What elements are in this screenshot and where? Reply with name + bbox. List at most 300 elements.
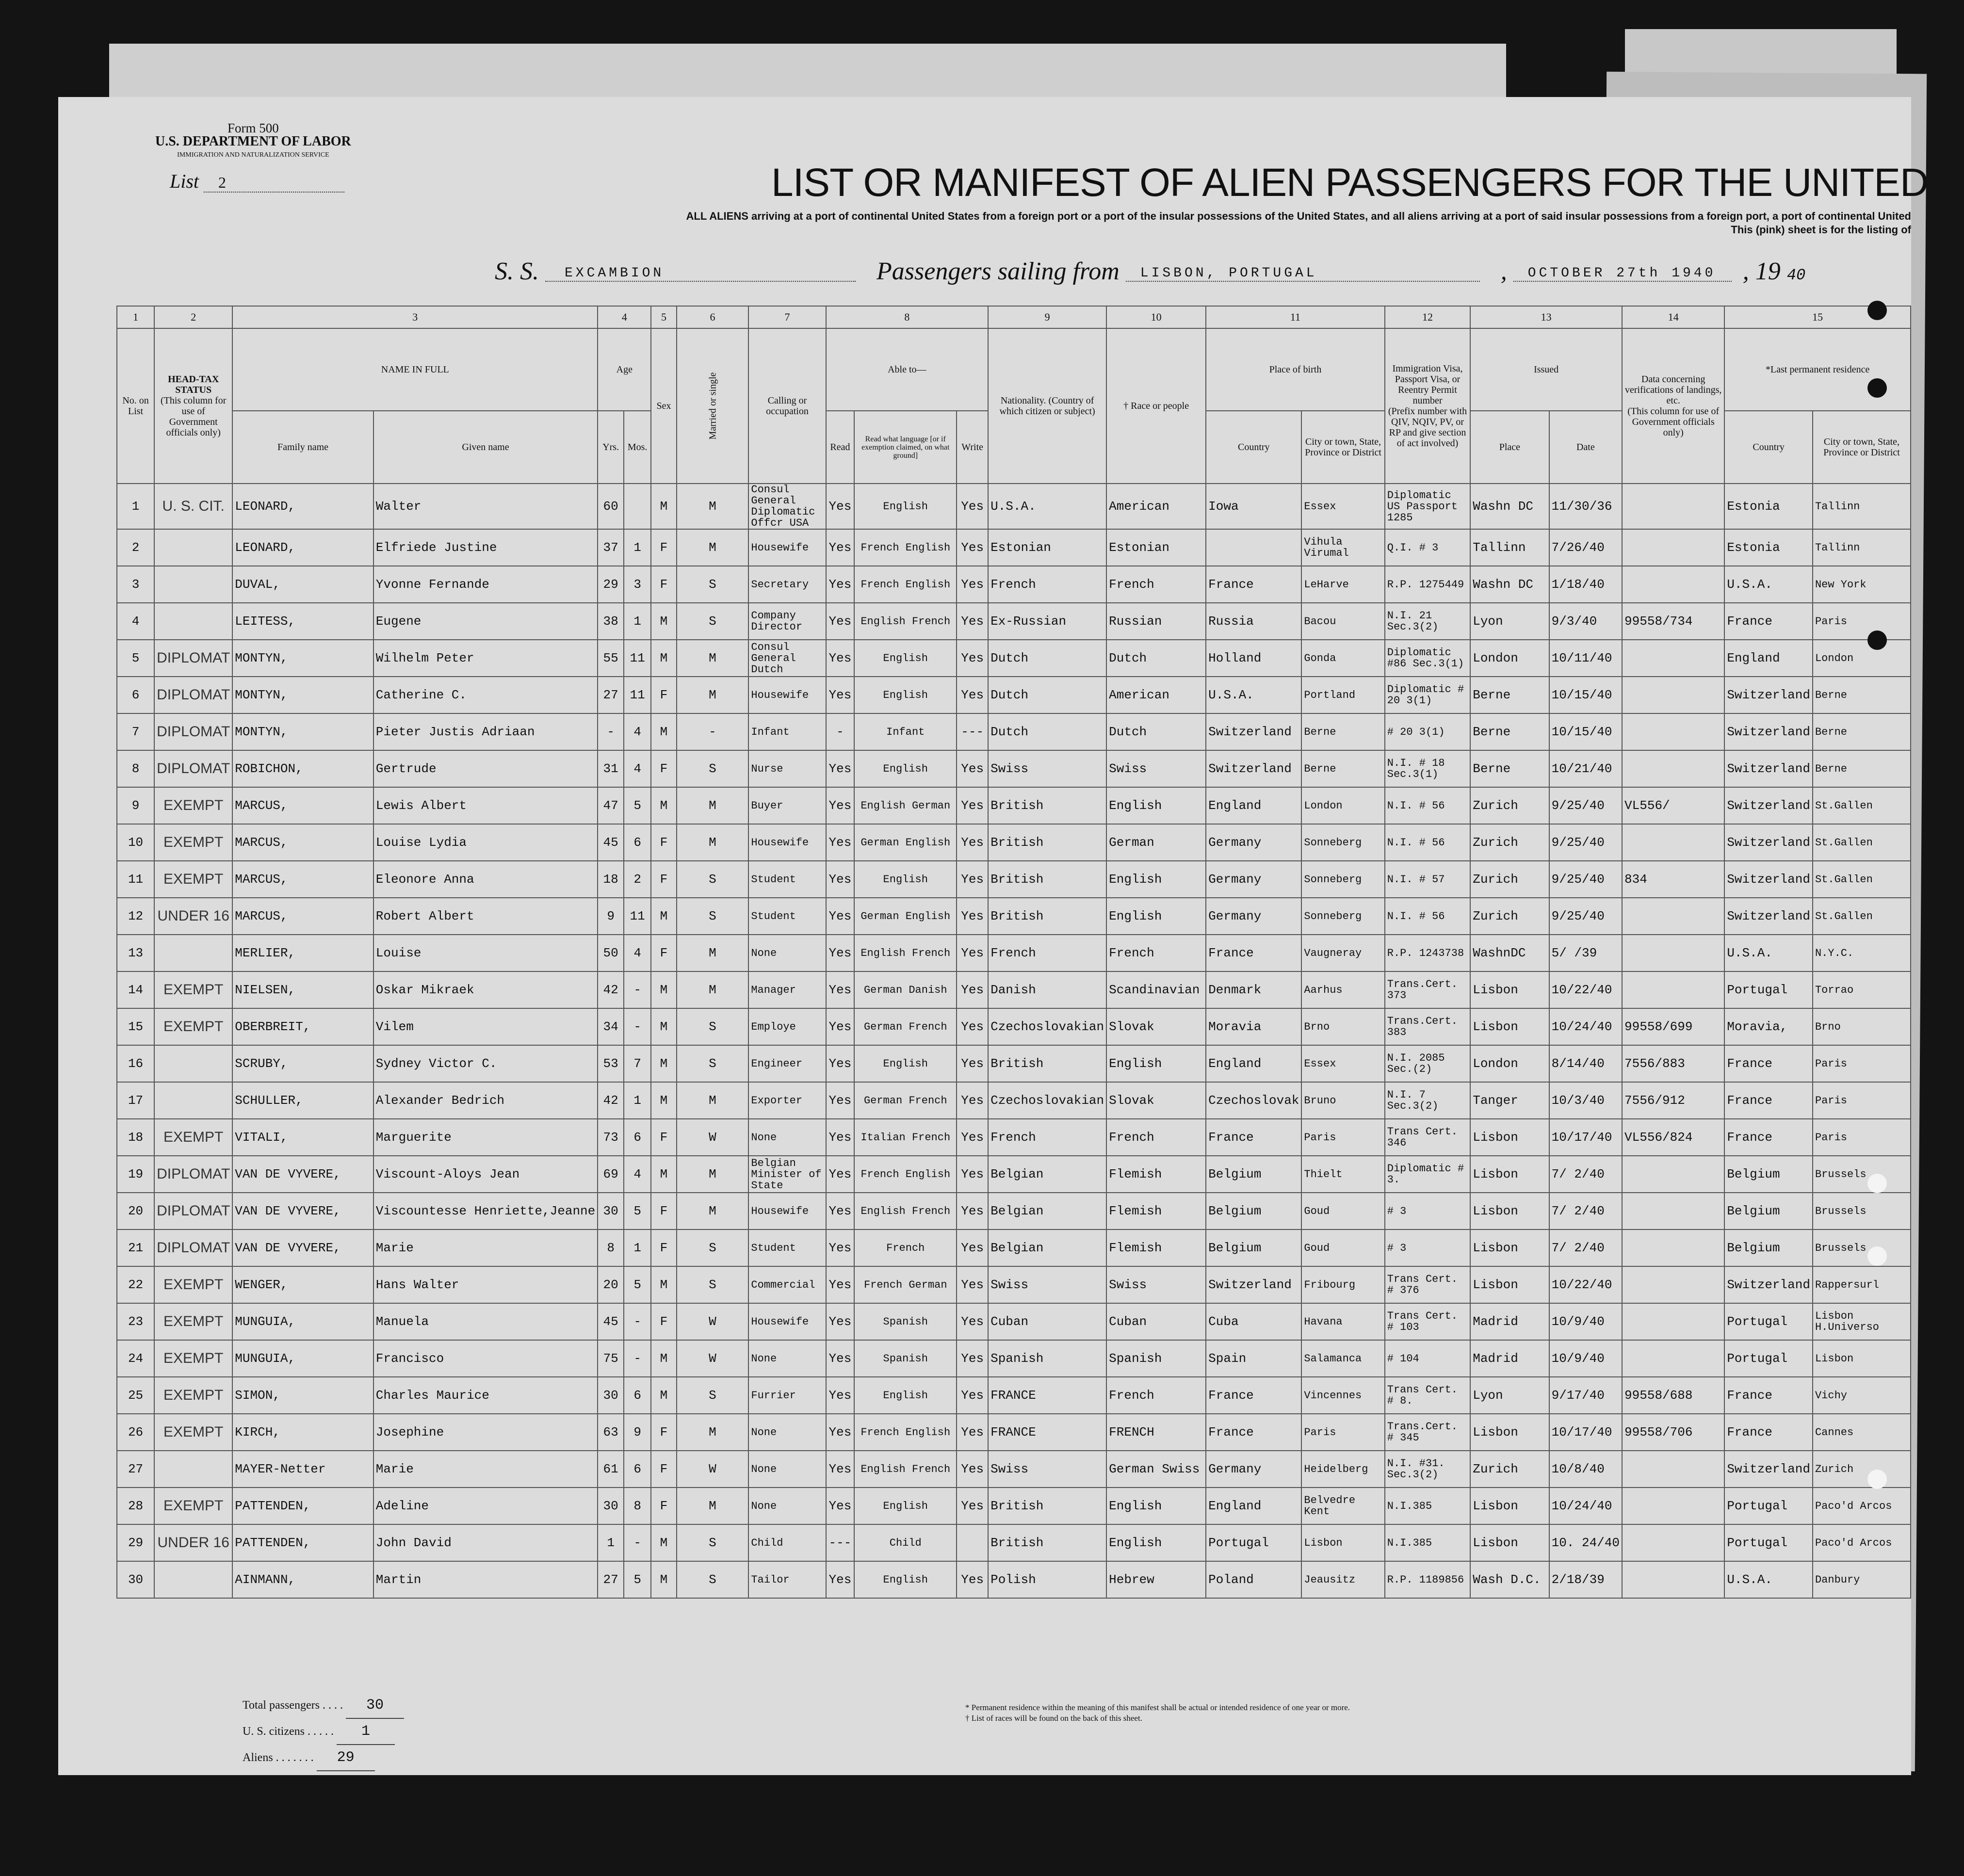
nationality: Ex-Russian [988,603,1106,640]
head-tax-status [154,1561,232,1598]
can-read: Yes [826,824,855,861]
read-language: Italian French [854,1119,957,1156]
issue-date: 10/24/40 [1549,1008,1622,1045]
age-years: 69 [598,1156,624,1193]
given-name: Lewis Albert [373,787,598,824]
row-number: 19 [117,1156,154,1193]
row-number: 6 [117,677,154,713]
read-language: German French [854,1082,957,1119]
visa-number: Trans Cert. # 103 [1385,1303,1470,1340]
head-tax-status: UNDER 16 [154,898,232,935]
issue-date: 5/ /39 [1549,935,1622,971]
family-name: VAN DE VYVERE, [232,1156,373,1193]
head-tax-status: DIPLOMAT [154,1229,232,1266]
total-passengers-label: Total passengers [243,1699,320,1712]
birth-city: Sonneberg [1301,861,1384,898]
issue-date: 10/11/40 [1549,640,1622,677]
occupation: Student [748,1229,826,1266]
nationality: Danish [988,971,1106,1008]
issue-date: 10/3/40 [1549,1082,1622,1119]
can-read: --- [826,1524,855,1561]
visa-number: N.I. # 56 [1385,787,1470,824]
age-years: 29 [598,566,624,603]
can-write: Yes [957,971,988,1008]
given-name: Yvonne Fernande [373,566,598,603]
issue-date: 9/17/40 [1549,1377,1622,1414]
residence-city: Lisbon [1813,1340,1911,1377]
read-language: English [854,1045,957,1082]
issue-date: 9/25/40 [1549,824,1622,861]
can-write: Yes [957,640,988,677]
issue-place: London [1470,1045,1549,1082]
marital-status: M [677,1156,749,1193]
manifest-table-wrap [116,306,1911,1599]
occupation: None [748,1414,826,1451]
family-name: PATTENDEN, [232,1524,373,1561]
residence-country: Estonia [1724,484,1813,529]
race: French [1106,1377,1206,1414]
sex: M [651,1082,676,1119]
sex: F [651,824,676,861]
row-number: 9 [117,787,154,824]
binder-hole [1867,1246,1887,1266]
read-language: French German [854,1266,957,1303]
visa-number: N.I. # 56 [1385,898,1470,935]
issue-date: 8/14/40 [1549,1045,1622,1082]
table-row [117,640,1911,677]
verification [1622,971,1724,1008]
marital-status: - [677,713,749,750]
age-months [624,484,651,529]
birth-city: Gonda [1301,640,1384,677]
occupation: Student [748,898,826,935]
birth-country: Spain [1206,1340,1301,1377]
birth-city: Brno [1301,1008,1384,1045]
issue-date: 10/22/40 [1549,1266,1622,1303]
birth-city: Thielt [1301,1156,1384,1193]
marital-status: S [677,1045,749,1082]
sex: F [651,1488,676,1524]
age-months: 8 [624,1488,651,1524]
birth-city: Heidelberg [1301,1451,1384,1488]
age-years: 31 [598,750,624,787]
row-number: 21 [117,1229,154,1266]
given-name: Viscountesse Henriette,Jeanne [373,1193,598,1229]
visa-number: # 104 [1385,1340,1470,1377]
issue-place: Lisbon [1470,1156,1549,1193]
head-tax-status [154,1045,232,1082]
given-name: Manuela [373,1303,598,1340]
can-read: Yes [826,529,855,566]
residence-country: France [1724,1045,1813,1082]
head-tax-status: EXEMPT [154,824,232,861]
given-name: Alexander Bedrich [373,1082,598,1119]
sex: M [651,484,676,529]
occupation: Secretary [748,566,826,603]
race: Slovak [1106,1008,1206,1045]
occupation: Consul General Diplomatic Offcr USA [748,484,826,529]
aliens-value: 29 [317,1745,375,1771]
head-tax-status: EXEMPT [154,1340,232,1377]
can-write: Yes [957,935,988,971]
ship-name: EXCAMBION [545,266,856,282]
can-read: Yes [826,1377,855,1414]
read-language: English French [854,935,957,971]
head-tax-status: DIPLOMAT [154,677,232,713]
residence-country: Portugal [1724,1488,1813,1524]
residence-city: Lisbon H.Universo [1813,1303,1911,1340]
header-verification [1622,328,1724,484]
sex: F [651,566,676,603]
birth-country: Czechoslovak [1206,1082,1301,1119]
row-number: 5 [117,640,154,677]
verification [1622,898,1724,935]
colnum: 12 [1385,306,1470,328]
birth-country: Germany [1206,898,1301,935]
can-read: Yes [826,677,855,713]
marital-status: M [677,1193,749,1229]
nationality: Estonian [988,529,1106,566]
sex: F [651,1303,676,1340]
table-row [117,1156,1911,1193]
can-read: Yes [826,1229,855,1266]
family-name: NIELSEN, [232,971,373,1008]
can-write: Yes [957,1488,988,1524]
family-name: SIMON, [232,1377,373,1414]
header-name-in-full: NAME IN FULL [232,328,598,411]
head-tax-status: EXEMPT [154,971,232,1008]
birth-city: Vincennes [1301,1377,1384,1414]
visa-number: Trans Cert. 346 [1385,1119,1470,1156]
binder-hole [1867,1470,1887,1489]
nationality: British [988,1045,1106,1082]
residence-country: France [1724,1414,1813,1451]
occupation: Furrier [748,1377,826,1414]
verification: 99558/699 [1622,1008,1724,1045]
family-name: DUVAL, [232,566,373,603]
header-issued: Issued [1470,328,1622,411]
residence-city: Paco'd Arcos [1813,1524,1911,1561]
nationality: Dutch [988,640,1106,677]
given-name: Francisco [373,1340,598,1377]
residence-city: Berne [1813,677,1911,713]
birth-country: Denmark [1206,971,1301,1008]
read-language: English [854,1377,957,1414]
given-name: Marie [373,1229,598,1266]
footnote-residence: * Permanent residence within the meaning of this manifest shall be actual or intended residence of one year or more. [965,1703,1350,1712]
birth-country: Portugal [1206,1524,1301,1561]
visa-number: Trans.Cert. 383 [1385,1008,1470,1045]
sex: F [651,1229,676,1266]
birth-country: Poland [1206,1561,1301,1598]
occupation: Housewife [748,529,826,566]
marital-status: W [677,1119,749,1156]
nationality: British [988,1488,1106,1524]
head-tax-status: EXEMPT [154,787,232,824]
sex: F [651,1414,676,1451]
family-name: AINMANN, [232,1561,373,1598]
residence-country: Belgium [1724,1156,1813,1193]
visa-number: N.I. # 18 Sec.3(1) [1385,750,1470,787]
row-number: 12 [117,898,154,935]
read-language: French English [854,529,957,566]
issue-place: Tallinn [1470,529,1549,566]
header-married [677,328,749,484]
issue-date: 11/30/36 [1549,484,1622,529]
row-number: 10 [117,824,154,861]
occupation: Commercial [748,1266,826,1303]
table-row [117,861,1911,898]
issue-date: 10/24/40 [1549,1488,1622,1524]
issue-date: 10/15/40 [1549,713,1622,750]
verification [1622,1451,1724,1488]
header-head-tax [154,328,232,484]
marital-status: M [677,1488,749,1524]
residence-country: U.S.A. [1724,566,1813,603]
age-years: 50 [598,935,624,971]
header-issue-date: Date [1549,411,1622,484]
family-name: MERLIER, [232,935,373,971]
table-row [117,1451,1911,1488]
issue-place: Berne [1470,713,1549,750]
age-years: 73 [598,1119,624,1156]
verification: 99558/706 [1622,1414,1724,1451]
head-tax-status: U. S. CIT. [154,484,232,529]
can-read: Yes [826,750,855,787]
visa-number: Diplomatic # 20 3(1) [1385,677,1470,713]
residence-country: Estonia [1724,529,1813,566]
marital-status: W [677,1303,749,1340]
verification [1622,566,1724,603]
race: French [1106,935,1206,971]
can-read: Yes [826,1156,855,1193]
residence-city: St.Gallen [1813,898,1911,935]
read-language: Spanish [854,1303,957,1340]
header-nationality: Nationality. (Country of which citizen or subject) [988,328,1106,484]
us-citizens-value: 1 [337,1719,395,1745]
age-years: 55 [598,640,624,677]
read-language: English [854,484,957,529]
residence-country: Belgium [1724,1193,1813,1229]
issue-date: 7/26/40 [1549,529,1622,566]
can-write: Yes [957,1082,988,1119]
verification [1622,935,1724,971]
residence-city: Brussels [1813,1156,1911,1193]
family-name: VAN DE VYVERE, [232,1229,373,1266]
can-read: Yes [826,1303,855,1340]
occupation: Engineer [748,1045,826,1082]
table-row [117,603,1911,640]
read-language: French English [854,1414,957,1451]
colnum: 9 [988,306,1106,328]
age-months: 2 [624,861,651,898]
issue-place: Lisbon [1470,1008,1549,1045]
issue-place: Zurich [1470,861,1549,898]
nationality: French [988,1119,1106,1156]
family-name: MUNGUIA, [232,1303,373,1340]
table-row [117,1266,1911,1303]
visa-number: Diplomatic US Passport 1285 [1385,484,1470,529]
given-name: Viscount-Aloys Jean [373,1156,598,1193]
birth-country: Germany [1206,824,1301,861]
occupation: None [748,1451,826,1488]
footnotes [965,1702,1350,1724]
table-row [117,750,1911,787]
age-months: - [624,1008,651,1045]
issue-place: Zurich [1470,898,1549,935]
birth-city: Paris [1301,1414,1384,1451]
race: Scandinavian [1106,971,1206,1008]
header-yrs: Yrs. [598,411,624,484]
verification: 834 [1622,861,1724,898]
given-name: Sydney Victor C. [373,1045,598,1082]
birth-country: France [1206,1119,1301,1156]
row-number: 25 [117,1377,154,1414]
race: French [1106,1119,1206,1156]
read-language: French English [854,1156,957,1193]
can-read: Yes [826,566,855,603]
can-write: Yes [957,1377,988,1414]
age-months: 5 [624,1193,651,1229]
family-name: MONTYN, [232,677,373,713]
head-tax-status: DIPLOMAT [154,640,232,677]
race: Spanish [1106,1340,1206,1377]
verification [1622,1156,1724,1193]
birth-country: Belgium [1206,1193,1301,1229]
verif-title: Data concerning verifications of landings, etc. [1624,374,1722,406]
nationality: Czechoslovakian [988,1082,1106,1119]
age-years: 53 [598,1045,624,1082]
verification [1622,484,1724,529]
header-birth-city: City or town, State, Province or District [1301,411,1384,484]
given-name: Marie [373,1451,598,1488]
head-tax-status: EXEMPT [154,1266,232,1303]
issue-place: Lisbon [1470,1414,1549,1451]
can-read: Yes [826,1119,855,1156]
birth-country: Germany [1206,1451,1301,1488]
issue-date: 9/3/40 [1549,603,1622,640]
row-number: 28 [117,1488,154,1524]
head-tax-status [154,566,232,603]
birth-country: Russia [1206,603,1301,640]
given-name: Louise Lydia [373,824,598,861]
colnum: 1 [117,306,154,328]
nationality: Cuban [988,1303,1106,1340]
residence-city: N.Y.C. [1813,935,1911,971]
birth-country: France [1206,1414,1301,1451]
issue-date: 9/25/40 [1549,787,1622,824]
can-write: Yes [957,824,988,861]
sailing-date: OCTOBER 27th 1940 [1513,266,1732,282]
visa-number: N.I.385 [1385,1524,1470,1561]
can-write: Yes [957,1193,988,1229]
visa-number: Diplomatic #86 Sec.3(1) [1385,640,1470,677]
residence-country: Belgium [1724,1229,1813,1266]
race: English [1106,1524,1206,1561]
sex: M [651,971,676,1008]
verification [1622,1193,1724,1229]
residence-country: Portugal [1724,1524,1813,1561]
birth-city: Lisbon [1301,1524,1384,1561]
family-name: VAN DE VYVERE, [232,1193,373,1229]
given-name: Louise [373,935,598,971]
verification: 99558/688 [1622,1377,1724,1414]
age-years: 37 [598,529,624,566]
visa-number: R.P. 1275449 [1385,566,1470,603]
birth-country: England [1206,1488,1301,1524]
issue-date: 10/15/40 [1549,677,1622,713]
birth-country: England [1206,1045,1301,1082]
aliens-label: Aliens [243,1751,273,1764]
row-number: 7 [117,713,154,750]
residence-city: Paris [1813,603,1911,640]
nationality: British [988,898,1106,935]
race: Flemish [1106,1229,1206,1266]
verification: 7556/883 [1622,1045,1724,1082]
age-months: 9 [624,1414,651,1451]
birth-city: Bacou [1301,603,1384,640]
verification [1622,1229,1724,1266]
birth-country: Moravia [1206,1008,1301,1045]
age-months: 1 [624,1229,651,1266]
residence-city: Paco'd Arcos [1813,1488,1911,1524]
given-name: Josephine [373,1414,598,1451]
visa-number: R.P. 1189856 [1385,1561,1470,1598]
colnum: 13 [1470,306,1622,328]
issue-date: 1/18/40 [1549,566,1622,603]
age-months: - [624,1340,651,1377]
binder-hole [1867,378,1887,398]
row-number: 15 [117,1008,154,1045]
residence-city: Paris [1813,1082,1911,1119]
table-row [117,1045,1911,1082]
residence-city: Paris [1813,1119,1911,1156]
family-name: ROBICHON, [232,750,373,787]
table-row [117,1303,1911,1340]
can-read: Yes [826,1451,855,1488]
occupation: Student [748,861,826,898]
row-number: 2 [117,529,154,566]
row-number: 14 [117,971,154,1008]
residence-city: Zurich [1813,1451,1911,1488]
marital-status: M [677,640,749,677]
issue-date: 9/25/40 [1549,898,1622,935]
family-name: MARCUS, [232,824,373,861]
residence-country: Portugal [1724,1340,1813,1377]
residence-city: London [1813,640,1911,677]
sex: M [651,1377,676,1414]
read-language: French English [854,566,957,603]
row-number: 4 [117,603,154,640]
marital-status: M [677,787,749,824]
birth-city: LeHarve [1301,566,1384,603]
manifest-table [116,306,1911,1599]
age-months: 5 [624,1266,651,1303]
header-visa [1385,328,1470,484]
head-tax-status: DIPLOMAT [154,713,232,750]
occupation: Employe [748,1008,826,1045]
visa-number: N.I. # 56 [1385,824,1470,861]
birth-country: France [1206,1377,1301,1414]
head-tax-status: EXEMPT [154,861,232,898]
family-name: MARCUS, [232,861,373,898]
given-name: Charles Maurice [373,1377,598,1414]
header-res-country: Country [1724,411,1813,484]
verification [1622,1524,1724,1561]
race: Slovak [1106,1082,1206,1119]
table-row [117,677,1911,713]
birth-country: France [1206,935,1301,971]
